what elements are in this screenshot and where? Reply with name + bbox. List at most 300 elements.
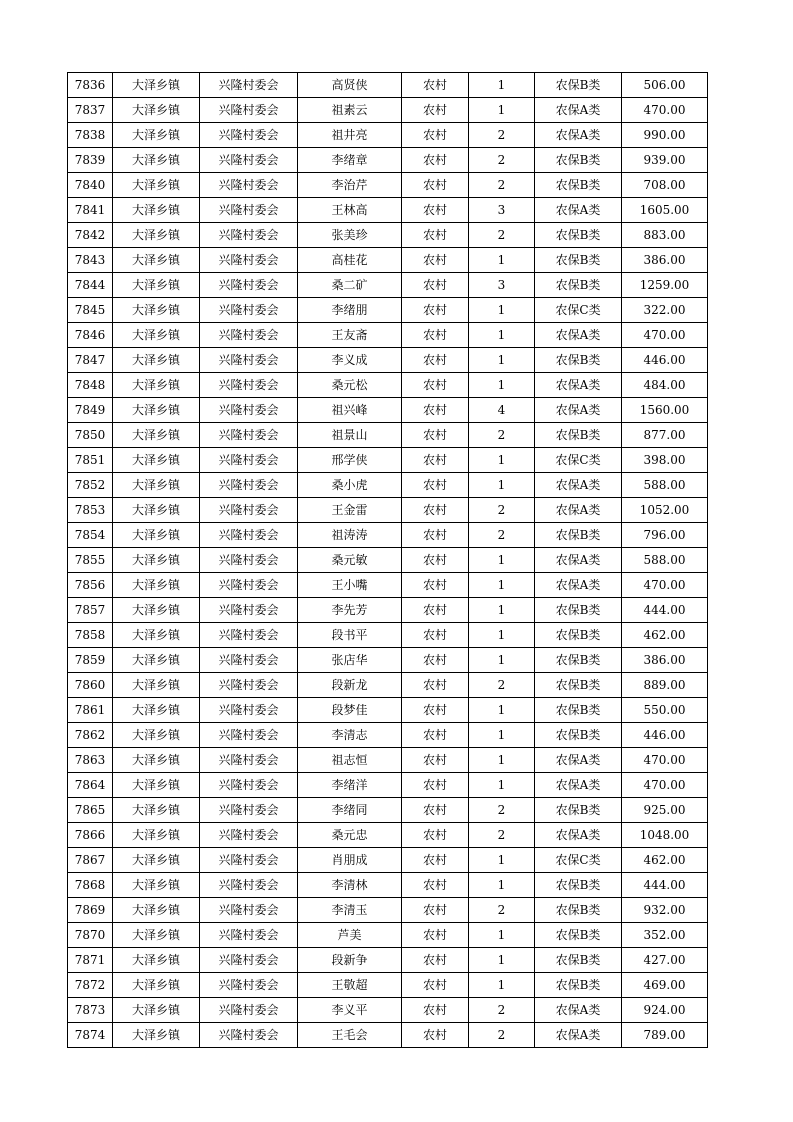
area-type-cell: 农村 bbox=[402, 573, 469, 598]
insurance-category-cell: 农保B类 bbox=[535, 423, 622, 448]
village-committee-cell: 兴隆村委会 bbox=[200, 923, 298, 948]
town-cell: 大泽乡镇 bbox=[113, 773, 200, 798]
amount-cell: 470.00 bbox=[622, 323, 708, 348]
amount-cell: 386.00 bbox=[622, 648, 708, 673]
village-committee-cell: 兴隆村委会 bbox=[200, 248, 298, 273]
household-count-cell: 3 bbox=[469, 273, 535, 298]
amount-cell: 883.00 bbox=[622, 223, 708, 248]
amount-cell: 588.00 bbox=[622, 548, 708, 573]
name-cell: 祖素云 bbox=[298, 98, 402, 123]
village-committee-cell: 兴隆村委会 bbox=[200, 448, 298, 473]
name-cell: 祖志恒 bbox=[298, 748, 402, 773]
town-cell: 大泽乡镇 bbox=[113, 348, 200, 373]
table-row bbox=[68, 98, 708, 123]
household-count-cell: 1 bbox=[469, 623, 535, 648]
town-cell: 大泽乡镇 bbox=[113, 598, 200, 623]
insurance-category-cell: 农保A类 bbox=[535, 573, 622, 598]
town-cell: 大泽乡镇 bbox=[113, 423, 200, 448]
area-type-cell: 农村 bbox=[402, 498, 469, 523]
name-cell: 段新争 bbox=[298, 948, 402, 973]
table-row bbox=[68, 598, 708, 623]
insurance-category-cell: 农保A类 bbox=[535, 498, 622, 523]
row-id-cell: 7839 bbox=[68, 148, 113, 173]
name-cell: 王林高 bbox=[298, 198, 402, 223]
household-count-cell: 1 bbox=[469, 773, 535, 798]
insurance-category-cell: 农保B类 bbox=[535, 598, 622, 623]
village-committee-cell: 兴隆村委会 bbox=[200, 598, 298, 623]
household-count-cell: 2 bbox=[469, 1023, 535, 1048]
insurance-category-cell: 农保B类 bbox=[535, 148, 622, 173]
area-type-cell: 农村 bbox=[402, 148, 469, 173]
town-cell: 大泽乡镇 bbox=[113, 223, 200, 248]
table-row bbox=[68, 423, 708, 448]
village-committee-cell: 兴隆村委会 bbox=[200, 973, 298, 998]
table-row bbox=[68, 1023, 708, 1048]
insurance-category-cell: 农保B类 bbox=[535, 723, 622, 748]
insurance-category-cell: 农保B类 bbox=[535, 523, 622, 548]
village-committee-cell: 兴隆村委会 bbox=[200, 948, 298, 973]
area-type-cell: 农村 bbox=[402, 948, 469, 973]
row-id-cell: 7862 bbox=[68, 723, 113, 748]
name-cell: 段梦佳 bbox=[298, 698, 402, 723]
household-count-cell: 1 bbox=[469, 248, 535, 273]
insurance-category-cell: 农保B类 bbox=[535, 648, 622, 673]
name-cell: 李清玉 bbox=[298, 898, 402, 923]
area-type-cell: 农村 bbox=[402, 648, 469, 673]
insurance-category-cell: 农保B类 bbox=[535, 348, 622, 373]
row-id-cell: 7845 bbox=[68, 298, 113, 323]
village-committee-cell: 兴隆村委会 bbox=[200, 423, 298, 448]
table-row bbox=[68, 898, 708, 923]
table-row bbox=[68, 948, 708, 973]
name-cell: 祖井亮 bbox=[298, 123, 402, 148]
area-type-cell: 农村 bbox=[402, 1023, 469, 1048]
area-type-cell: 农村 bbox=[402, 548, 469, 573]
amount-cell: 446.00 bbox=[622, 723, 708, 748]
table-row bbox=[68, 248, 708, 273]
area-type-cell: 农村 bbox=[402, 698, 469, 723]
village-committee-cell: 兴隆村委会 bbox=[200, 698, 298, 723]
household-count-cell: 2 bbox=[469, 823, 535, 848]
village-committee-cell: 兴隆村委会 bbox=[200, 148, 298, 173]
household-count-cell: 1 bbox=[469, 298, 535, 323]
insurance-category-cell: 农保B类 bbox=[535, 673, 622, 698]
name-cell: 桑元忠 bbox=[298, 823, 402, 848]
table-row bbox=[68, 998, 708, 1023]
area-type-cell: 农村 bbox=[402, 723, 469, 748]
household-count-cell: 1 bbox=[469, 923, 535, 948]
town-cell: 大泽乡镇 bbox=[113, 723, 200, 748]
insurance-category-cell: 农保A类 bbox=[535, 773, 622, 798]
village-committee-cell: 兴隆村委会 bbox=[200, 773, 298, 798]
area-type-cell: 农村 bbox=[402, 198, 469, 223]
town-cell: 大泽乡镇 bbox=[113, 998, 200, 1023]
area-type-cell: 农村 bbox=[402, 473, 469, 498]
insurance-category-cell: 农保B类 bbox=[535, 948, 622, 973]
area-type-cell: 农村 bbox=[402, 598, 469, 623]
amount-cell: 322.00 bbox=[622, 298, 708, 323]
household-count-cell: 1 bbox=[469, 473, 535, 498]
row-id-cell: 7871 bbox=[68, 948, 113, 973]
name-cell: 王金雷 bbox=[298, 498, 402, 523]
table-row bbox=[68, 473, 708, 498]
name-cell: 王敬超 bbox=[298, 973, 402, 998]
insurance-category-cell: 农保C类 bbox=[535, 448, 622, 473]
village-committee-cell: 兴隆村委会 bbox=[200, 323, 298, 348]
village-committee-cell: 兴隆村委会 bbox=[200, 548, 298, 573]
insurance-category-cell: 农保B类 bbox=[535, 173, 622, 198]
row-id-cell: 7866 bbox=[68, 823, 113, 848]
table-row bbox=[68, 323, 708, 348]
row-id-cell: 7856 bbox=[68, 573, 113, 598]
household-count-cell: 1 bbox=[469, 548, 535, 573]
insurance-category-cell: 农保C类 bbox=[535, 298, 622, 323]
household-count-cell: 4 bbox=[469, 398, 535, 423]
area-type-cell: 农村 bbox=[402, 173, 469, 198]
amount-cell: 877.00 bbox=[622, 423, 708, 448]
insurance-category-cell: 农保A类 bbox=[535, 1023, 622, 1048]
amount-cell: 939.00 bbox=[622, 148, 708, 173]
area-type-cell: 农村 bbox=[402, 73, 469, 98]
table-row bbox=[68, 673, 708, 698]
town-cell: 大泽乡镇 bbox=[113, 198, 200, 223]
table-row bbox=[68, 448, 708, 473]
name-cell: 王毛会 bbox=[298, 1023, 402, 1048]
table-row bbox=[68, 498, 708, 523]
household-count-cell: 1 bbox=[469, 948, 535, 973]
table-row bbox=[68, 198, 708, 223]
name-cell: 李先芳 bbox=[298, 598, 402, 623]
area-type-cell: 农村 bbox=[402, 298, 469, 323]
name-cell: 祖兴峰 bbox=[298, 398, 402, 423]
row-id-cell: 7865 bbox=[68, 798, 113, 823]
amount-cell: 352.00 bbox=[622, 923, 708, 948]
amount-cell: 789.00 bbox=[622, 1023, 708, 1048]
area-type-cell: 农村 bbox=[402, 273, 469, 298]
amount-cell: 932.00 bbox=[622, 898, 708, 923]
area-type-cell: 农村 bbox=[402, 823, 469, 848]
insurance-category-cell: 农保B类 bbox=[535, 798, 622, 823]
table-row bbox=[68, 373, 708, 398]
village-committee-cell: 兴隆村委会 bbox=[200, 523, 298, 548]
amount-cell: 469.00 bbox=[622, 973, 708, 998]
town-cell: 大泽乡镇 bbox=[113, 473, 200, 498]
area-type-cell: 农村 bbox=[402, 223, 469, 248]
row-id-cell: 7847 bbox=[68, 348, 113, 373]
household-count-cell: 1 bbox=[469, 748, 535, 773]
row-id-cell: 7844 bbox=[68, 273, 113, 298]
insurance-category-cell: 农保A类 bbox=[535, 748, 622, 773]
table-row bbox=[68, 973, 708, 998]
table-row bbox=[68, 648, 708, 673]
household-count-cell: 1 bbox=[469, 973, 535, 998]
household-count-cell: 2 bbox=[469, 998, 535, 1023]
table-row bbox=[68, 748, 708, 773]
amount-cell: 796.00 bbox=[622, 523, 708, 548]
village-committee-cell: 兴隆村委会 bbox=[200, 998, 298, 1023]
town-cell: 大泽乡镇 bbox=[113, 898, 200, 923]
town-cell: 大泽乡镇 bbox=[113, 398, 200, 423]
table-row bbox=[68, 298, 708, 323]
area-type-cell: 农村 bbox=[402, 398, 469, 423]
row-id-cell: 7838 bbox=[68, 123, 113, 148]
row-id-cell: 7864 bbox=[68, 773, 113, 798]
village-committee-cell: 兴隆村委会 bbox=[200, 223, 298, 248]
name-cell: 李绪朋 bbox=[298, 298, 402, 323]
area-type-cell: 农村 bbox=[402, 673, 469, 698]
town-cell: 大泽乡镇 bbox=[113, 98, 200, 123]
village-committee-cell: 兴隆村委会 bbox=[200, 723, 298, 748]
village-committee-cell: 兴隆村委会 bbox=[200, 198, 298, 223]
household-count-cell: 1 bbox=[469, 598, 535, 623]
table-row bbox=[68, 398, 708, 423]
town-cell: 大泽乡镇 bbox=[113, 623, 200, 648]
insurance-category-cell: 农保A类 bbox=[535, 98, 622, 123]
name-cell: 桑二矿 bbox=[298, 273, 402, 298]
village-committee-cell: 兴隆村委会 bbox=[200, 873, 298, 898]
table-row bbox=[68, 823, 708, 848]
amount-cell: 470.00 bbox=[622, 98, 708, 123]
row-id-cell: 7860 bbox=[68, 673, 113, 698]
household-count-cell: 2 bbox=[469, 123, 535, 148]
table-row bbox=[68, 173, 708, 198]
insurance-category-cell: 农保C类 bbox=[535, 848, 622, 873]
insurance-category-cell: 农保B类 bbox=[535, 873, 622, 898]
insurance-category-cell: 农保A类 bbox=[535, 198, 622, 223]
amount-cell: 462.00 bbox=[622, 848, 708, 873]
table-row bbox=[68, 873, 708, 898]
area-type-cell: 农村 bbox=[402, 423, 469, 448]
amount-cell: 1048.00 bbox=[622, 823, 708, 848]
area-type-cell: 农村 bbox=[402, 973, 469, 998]
insurance-category-cell: 农保B类 bbox=[535, 923, 622, 948]
table-row bbox=[68, 348, 708, 373]
area-type-cell: 农村 bbox=[402, 623, 469, 648]
town-cell: 大泽乡镇 bbox=[113, 748, 200, 773]
area-type-cell: 农村 bbox=[402, 523, 469, 548]
amount-cell: 470.00 bbox=[622, 573, 708, 598]
amount-cell: 444.00 bbox=[622, 598, 708, 623]
village-committee-cell: 兴隆村委会 bbox=[200, 298, 298, 323]
village-committee-cell: 兴隆村委会 bbox=[200, 123, 298, 148]
row-id-cell: 7858 bbox=[68, 623, 113, 648]
name-cell: 李治芹 bbox=[298, 173, 402, 198]
name-cell: 李清志 bbox=[298, 723, 402, 748]
table-row bbox=[68, 698, 708, 723]
row-id-cell: 7873 bbox=[68, 998, 113, 1023]
town-cell: 大泽乡镇 bbox=[113, 823, 200, 848]
household-count-cell: 1 bbox=[469, 73, 535, 98]
village-committee-cell: 兴隆村委会 bbox=[200, 573, 298, 598]
area-type-cell: 农村 bbox=[402, 998, 469, 1023]
insurance-category-cell: 农保B类 bbox=[535, 273, 622, 298]
name-cell: 祖景山 bbox=[298, 423, 402, 448]
amount-cell: 398.00 bbox=[622, 448, 708, 473]
name-cell: 李绪章 bbox=[298, 148, 402, 173]
amount-cell: 889.00 bbox=[622, 673, 708, 698]
table-row bbox=[68, 148, 708, 173]
household-count-cell: 1 bbox=[469, 648, 535, 673]
household-count-cell: 1 bbox=[469, 873, 535, 898]
household-count-cell: 1 bbox=[469, 323, 535, 348]
household-count-cell: 2 bbox=[469, 223, 535, 248]
table-row bbox=[68, 623, 708, 648]
town-cell: 大泽乡镇 bbox=[113, 123, 200, 148]
amount-cell: 444.00 bbox=[622, 873, 708, 898]
town-cell: 大泽乡镇 bbox=[113, 248, 200, 273]
village-committee-cell: 兴隆村委会 bbox=[200, 398, 298, 423]
amount-cell: 1560.00 bbox=[622, 398, 708, 423]
row-id-cell: 7868 bbox=[68, 873, 113, 898]
name-cell: 李清林 bbox=[298, 873, 402, 898]
insurance-category-cell: 农保A类 bbox=[535, 548, 622, 573]
table-body bbox=[68, 73, 708, 1048]
row-id-cell: 7872 bbox=[68, 973, 113, 998]
insurance-category-cell: 农保A类 bbox=[535, 823, 622, 848]
amount-cell: 924.00 bbox=[622, 998, 708, 1023]
town-cell: 大泽乡镇 bbox=[113, 373, 200, 398]
table-row bbox=[68, 223, 708, 248]
village-committee-cell: 兴隆村委会 bbox=[200, 73, 298, 98]
name-cell: 肖朋成 bbox=[298, 848, 402, 873]
village-committee-cell: 兴隆村委会 bbox=[200, 98, 298, 123]
table-row bbox=[68, 923, 708, 948]
household-count-cell: 1 bbox=[469, 698, 535, 723]
row-id-cell: 7874 bbox=[68, 1023, 113, 1048]
table-row bbox=[68, 773, 708, 798]
area-type-cell: 农村 bbox=[402, 98, 469, 123]
row-id-cell: 7869 bbox=[68, 898, 113, 923]
town-cell: 大泽乡镇 bbox=[113, 448, 200, 473]
insurance-category-cell: 农保B类 bbox=[535, 898, 622, 923]
town-cell: 大泽乡镇 bbox=[113, 673, 200, 698]
household-count-cell: 2 bbox=[469, 423, 535, 448]
town-cell: 大泽乡镇 bbox=[113, 873, 200, 898]
town-cell: 大泽乡镇 bbox=[113, 323, 200, 348]
village-committee-cell: 兴隆村委会 bbox=[200, 273, 298, 298]
household-count-cell: 2 bbox=[469, 498, 535, 523]
amount-cell: 550.00 bbox=[622, 698, 708, 723]
table-row bbox=[68, 123, 708, 148]
row-id-cell: 7852 bbox=[68, 473, 113, 498]
area-type-cell: 农村 bbox=[402, 898, 469, 923]
village-committee-cell: 兴隆村委会 bbox=[200, 848, 298, 873]
insurance-category-cell: 农保B类 bbox=[535, 248, 622, 273]
area-type-cell: 农村 bbox=[402, 123, 469, 148]
amount-cell: 925.00 bbox=[622, 798, 708, 823]
area-type-cell: 农村 bbox=[402, 773, 469, 798]
village-committee-cell: 兴隆村委会 bbox=[200, 173, 298, 198]
insurance-category-cell: 农保B类 bbox=[535, 73, 622, 98]
insurance-category-cell: 农保B类 bbox=[535, 223, 622, 248]
row-id-cell: 7867 bbox=[68, 848, 113, 873]
household-count-cell: 1 bbox=[469, 98, 535, 123]
row-id-cell: 7870 bbox=[68, 923, 113, 948]
household-count-cell: 1 bbox=[469, 448, 535, 473]
amount-cell: 462.00 bbox=[622, 623, 708, 648]
town-cell: 大泽乡镇 bbox=[113, 523, 200, 548]
insurance-category-cell: 农保A类 bbox=[535, 998, 622, 1023]
area-type-cell: 农村 bbox=[402, 373, 469, 398]
name-cell: 李义平 bbox=[298, 998, 402, 1023]
row-id-cell: 7854 bbox=[68, 523, 113, 548]
village-committee-cell: 兴隆村委会 bbox=[200, 798, 298, 823]
household-count-cell: 1 bbox=[469, 373, 535, 398]
name-cell: 王友斋 bbox=[298, 323, 402, 348]
village-committee-cell: 兴隆村委会 bbox=[200, 648, 298, 673]
household-count-cell: 2 bbox=[469, 523, 535, 548]
village-committee-cell: 兴隆村委会 bbox=[200, 898, 298, 923]
name-cell: 王小嘴 bbox=[298, 573, 402, 598]
area-type-cell: 农村 bbox=[402, 848, 469, 873]
row-id-cell: 7850 bbox=[68, 423, 113, 448]
table-row bbox=[68, 848, 708, 873]
name-cell: 桑元松 bbox=[298, 373, 402, 398]
row-id-cell: 7855 bbox=[68, 548, 113, 573]
area-type-cell: 农村 bbox=[402, 923, 469, 948]
name-cell: 邢学侠 bbox=[298, 448, 402, 473]
village-committee-cell: 兴隆村委会 bbox=[200, 348, 298, 373]
village-committee-cell: 兴隆村委会 bbox=[200, 748, 298, 773]
amount-cell: 1259.00 bbox=[622, 273, 708, 298]
town-cell: 大泽乡镇 bbox=[113, 698, 200, 723]
household-count-cell: 3 bbox=[469, 198, 535, 223]
amount-cell: 990.00 bbox=[622, 123, 708, 148]
table-row bbox=[68, 273, 708, 298]
town-cell: 大泽乡镇 bbox=[113, 498, 200, 523]
insurance-category-cell: 农保B类 bbox=[535, 698, 622, 723]
row-id-cell: 7857 bbox=[68, 598, 113, 623]
amount-cell: 1605.00 bbox=[622, 198, 708, 223]
insurance-category-cell: 农保A类 bbox=[535, 323, 622, 348]
household-count-cell: 1 bbox=[469, 348, 535, 373]
table-row bbox=[68, 723, 708, 748]
table-row bbox=[68, 73, 708, 98]
row-id-cell: 7840 bbox=[68, 173, 113, 198]
town-cell: 大泽乡镇 bbox=[113, 573, 200, 598]
name-cell: 张美珍 bbox=[298, 223, 402, 248]
town-cell: 大泽乡镇 bbox=[113, 73, 200, 98]
amount-cell: 484.00 bbox=[622, 373, 708, 398]
village-committee-cell: 兴隆村委会 bbox=[200, 473, 298, 498]
town-cell: 大泽乡镇 bbox=[113, 173, 200, 198]
row-id-cell: 7849 bbox=[68, 398, 113, 423]
insurance-category-cell: 农保A类 bbox=[535, 473, 622, 498]
town-cell: 大泽乡镇 bbox=[113, 298, 200, 323]
area-type-cell: 农村 bbox=[402, 348, 469, 373]
row-id-cell: 7848 bbox=[68, 373, 113, 398]
table-row bbox=[68, 573, 708, 598]
row-id-cell: 7842 bbox=[68, 223, 113, 248]
amount-cell: 1052.00 bbox=[622, 498, 708, 523]
name-cell: 高桂花 bbox=[298, 248, 402, 273]
household-count-cell: 2 bbox=[469, 673, 535, 698]
name-cell: 段书平 bbox=[298, 623, 402, 648]
amount-cell: 470.00 bbox=[622, 748, 708, 773]
table-row bbox=[68, 548, 708, 573]
village-committee-cell: 兴隆村委会 bbox=[200, 623, 298, 648]
amount-cell: 506.00 bbox=[622, 73, 708, 98]
name-cell: 芦美 bbox=[298, 923, 402, 948]
town-cell: 大泽乡镇 bbox=[113, 948, 200, 973]
town-cell: 大泽乡镇 bbox=[113, 798, 200, 823]
row-id-cell: 7853 bbox=[68, 498, 113, 523]
row-id-cell: 7851 bbox=[68, 448, 113, 473]
insurance-category-cell: 农保B类 bbox=[535, 623, 622, 648]
area-type-cell: 农村 bbox=[402, 448, 469, 473]
row-id-cell: 7846 bbox=[68, 323, 113, 348]
household-count-cell: 1 bbox=[469, 723, 535, 748]
